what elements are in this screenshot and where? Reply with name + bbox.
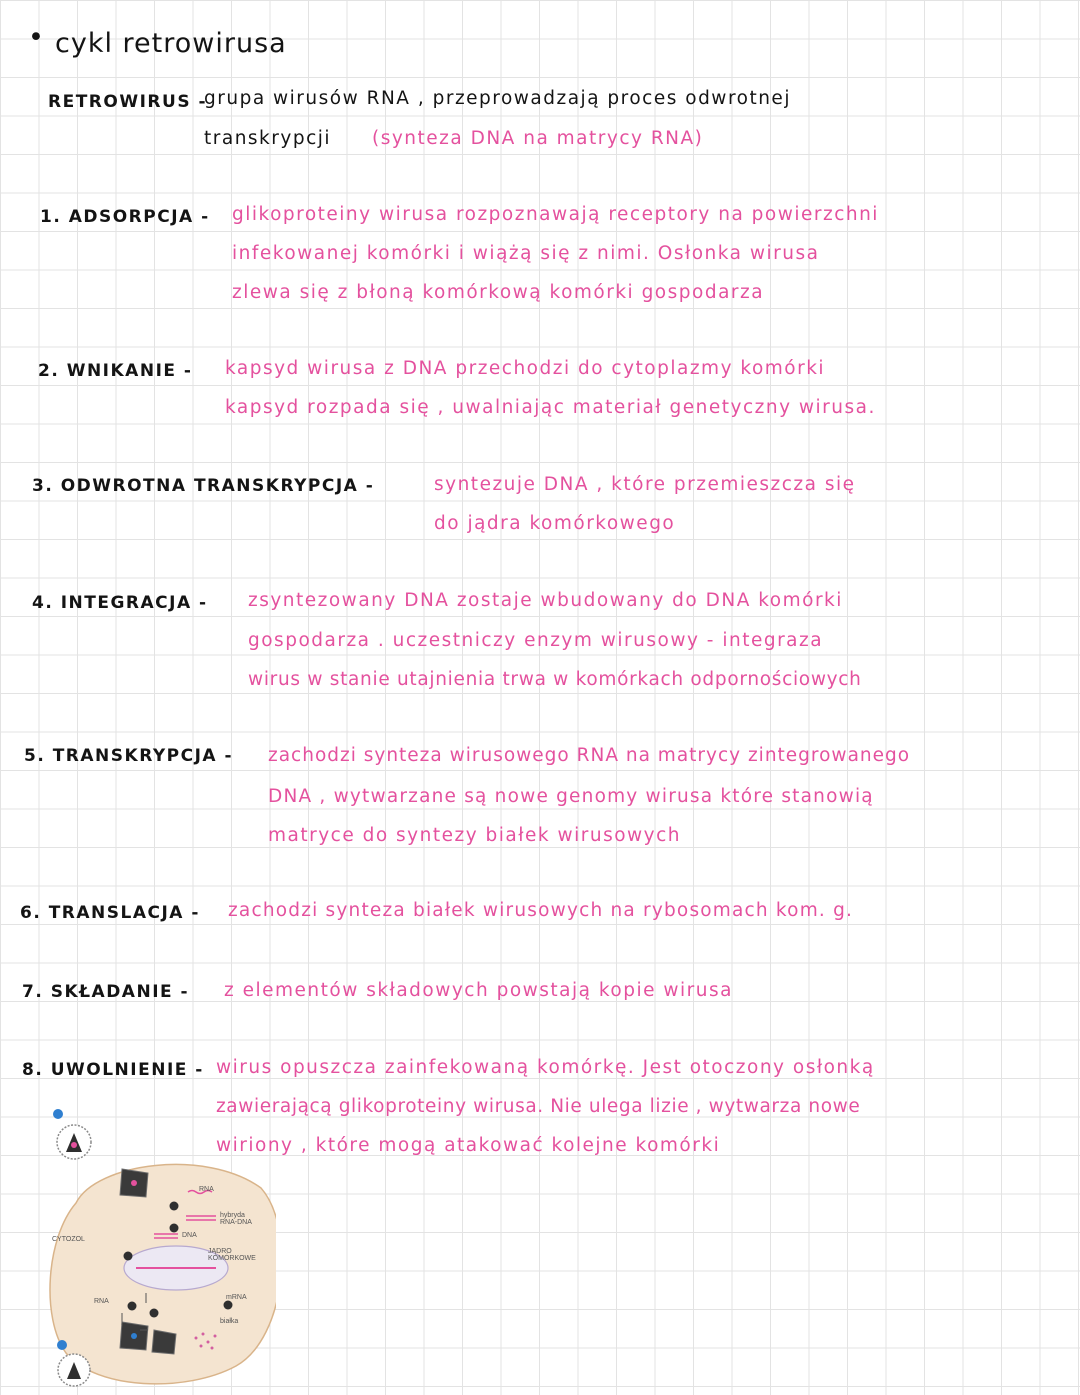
step-marker-3 xyxy=(170,1224,179,1233)
step-5-line-2: DNA , wytwarzane są nowe genomy wirusa które stanowią xyxy=(268,786,874,807)
step-8-line-1: wirus opuszcza zainfekowaną komórkę. Jest otoczony osłonką xyxy=(216,1057,875,1078)
step-5-line-3: matryce do syntezy białek wirusowych xyxy=(268,825,682,846)
step-3-line-2: do jądra komórkowego xyxy=(434,513,676,534)
step-2-line-1: kapsyd wirusa z DNA przechodzi do cytoplazmy komórki xyxy=(225,358,826,379)
step-marker-5 xyxy=(128,1302,137,1311)
step-1-label: 1. ADSORPCJA - xyxy=(40,207,210,227)
step-3-line-1: syntezuje DNA , które przemieszcza się xyxy=(434,474,856,495)
label-rna-top: RNA xyxy=(199,1186,214,1193)
step-8-label: 8. UWOLNIENIE - xyxy=(22,1060,204,1080)
virus-icon-top xyxy=(57,1125,91,1159)
step-8-line-2: zawierającą glikoproteiny wirusa. Nie ulega lizie , wytwarza nowe xyxy=(216,1096,861,1117)
definition-term: RETROWIRUS - xyxy=(48,92,208,112)
step-marker-7 xyxy=(150,1309,159,1318)
step-4-label: 4. INTEGRACJA - xyxy=(32,593,208,613)
step-marker-8 xyxy=(57,1340,67,1350)
label-mrna: mRNA xyxy=(226,1294,247,1301)
step-1-line-2: infekowanej komórki i wiążą się z nimi. Osłonka wirusa xyxy=(232,243,820,264)
step-1-line-3: zlewa się z błoną komórkową komórki gospodarza xyxy=(232,282,765,303)
label-rna-bottom: RNA xyxy=(94,1298,109,1305)
step-7-line-1: z elementów składowych powstają kopie wirusa xyxy=(224,980,733,1001)
step-marker-2 xyxy=(170,1202,179,1211)
virus-icon-release xyxy=(120,1322,148,1350)
page-title: cykl retrowirusa xyxy=(55,28,287,59)
step-marker-4 xyxy=(124,1252,133,1261)
label-nucleus: JĄDRO KOMÓRKOWE xyxy=(208,1248,256,1262)
label-proteins: białka xyxy=(220,1318,239,1325)
step-4-line-2: gospodarza . uczestniczy enzym wirusowy - integraza xyxy=(248,630,824,651)
step-6-line-1: zachodzi synteza białek wirusowych na rybosomach kom. g. xyxy=(228,900,854,921)
label-hybrid: hybryda RNA-DNA xyxy=(220,1212,252,1226)
definition-line-1: grupa wirusów RNA , przeprowadzają proces odwrotnej xyxy=(204,88,791,109)
step-1-line-1: glikoproteiny wirusa rozpoznawają receptory na powierzchni xyxy=(232,204,879,225)
label-dna: DNA xyxy=(182,1232,197,1239)
step-8-line-3: wiriony , które mogą atakować kolejne komórki xyxy=(216,1135,721,1156)
step-2-line-2: kapsyd rozpada się , uwalniając materiał genetyczny wirusa. xyxy=(225,397,876,418)
step-5-line-1: zachodzi synteza wirusowego RNA na matrycy zintegrowanego xyxy=(268,745,911,766)
step-5-label: 5. TRANSKRYPCJA - xyxy=(24,746,234,766)
step-2-label: 2. WNIKANIE - xyxy=(38,361,193,381)
virus-icon-mid xyxy=(120,1169,148,1197)
virus-icon-budding xyxy=(152,1330,176,1354)
label-cytosol: CYTOZOL xyxy=(52,1236,85,1243)
step-7-label: 7. SKŁADANIE - xyxy=(22,982,190,1002)
definition-line-2-pink: (synteza DNA na matrycy RNA) xyxy=(372,128,704,149)
retrovirus-cycle-diagram xyxy=(36,1108,276,1395)
definition-line-2-dark: transkrypcji xyxy=(204,128,332,149)
step-3-label: 3. ODWROTNA TRANSKRYPCJA - xyxy=(32,476,375,496)
step-4-line-3: wirus w stanie utajnienia trwa w komórkach odpornościowych xyxy=(248,669,862,690)
virus-icon-bottom xyxy=(58,1354,90,1386)
step-4-line-1: zsyntezowany DNA zostaje wbudowany do DNA komórki xyxy=(248,590,843,611)
step-marker-6 xyxy=(224,1301,233,1310)
step-marker-1 xyxy=(53,1109,63,1119)
bullet-dot: • xyxy=(28,22,45,53)
step-6-label: 6. TRANSLACJA - xyxy=(20,903,200,923)
